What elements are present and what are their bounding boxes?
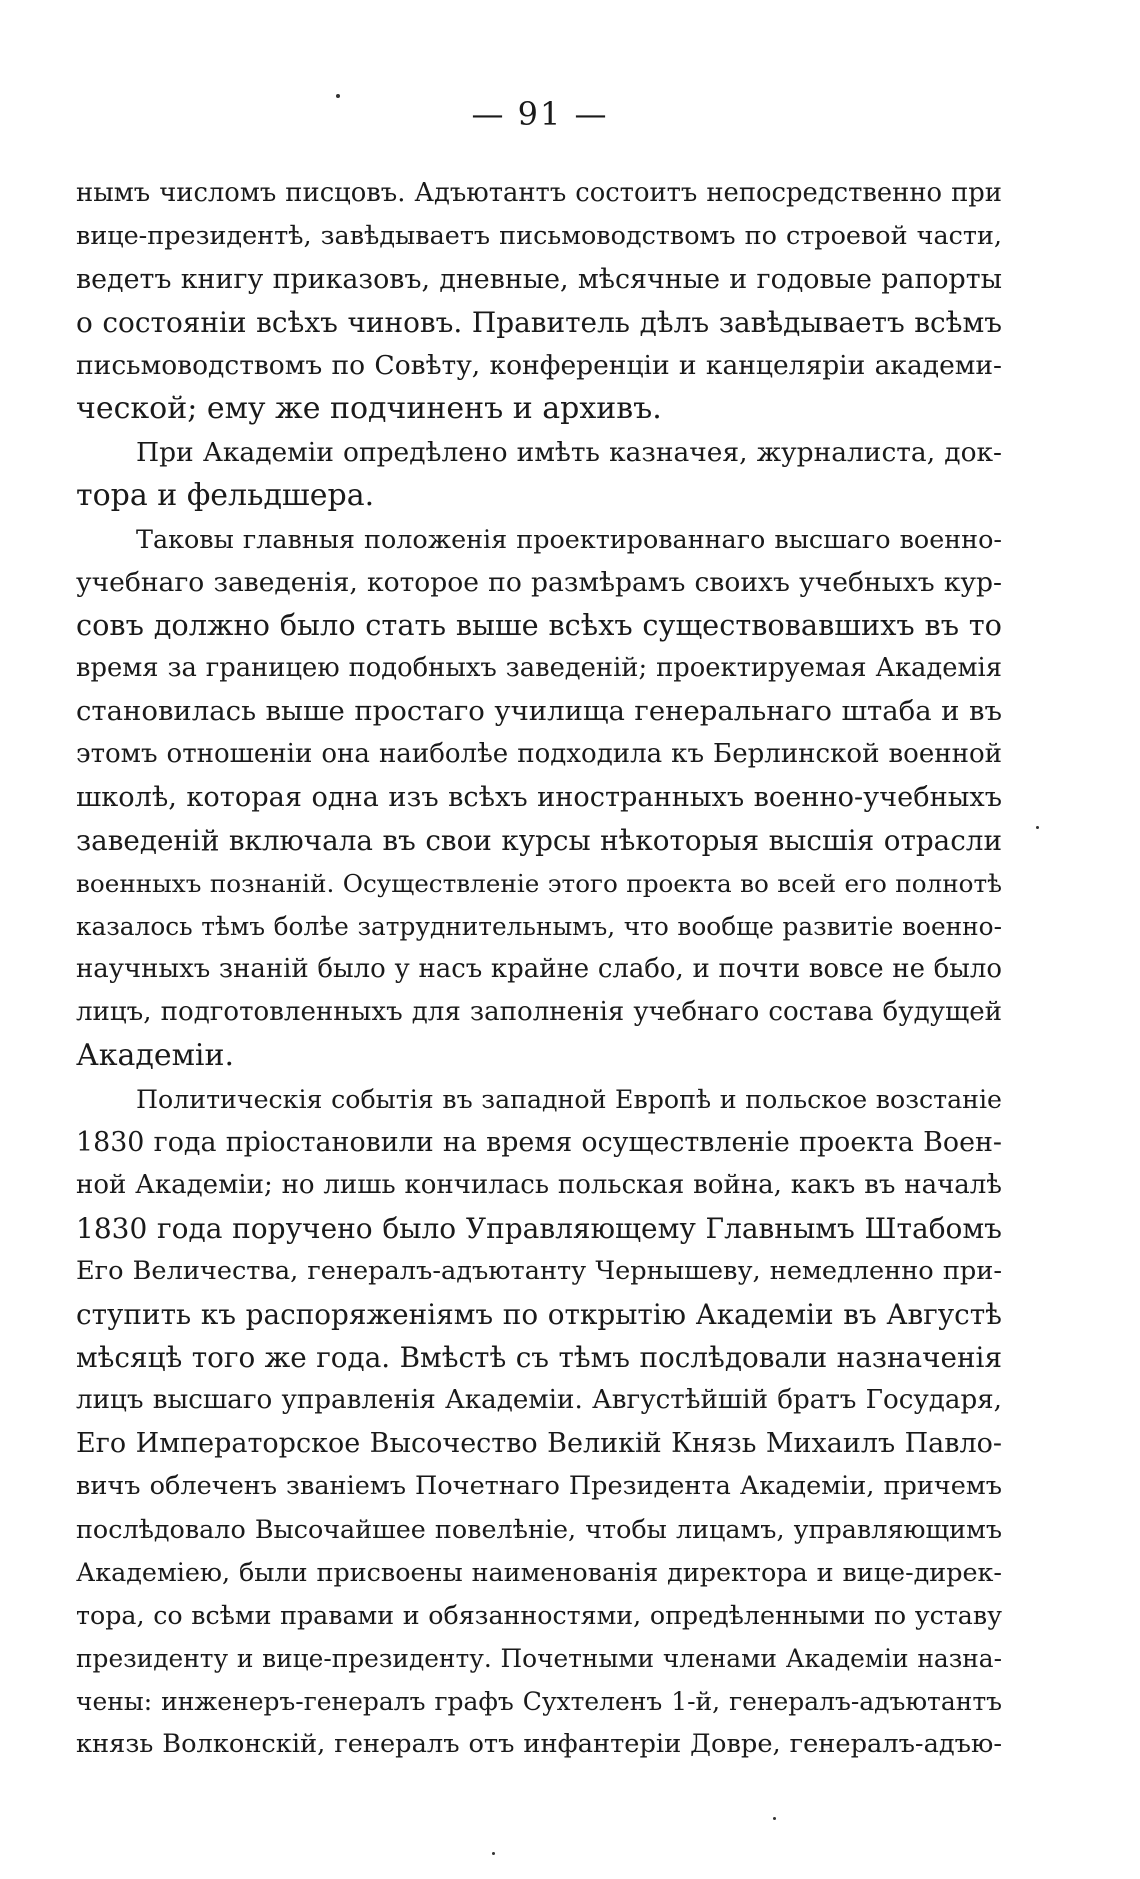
text-line: Его Императорское Высочество Великій Князь Михаилъ Павло- [76,1428,1002,1459]
paragraph [76,1078,1002,1766]
text-line: нымъ числомъ писцовъ. Адъютантъ состоитъ непосредственно при [76,178,1002,208]
text-line: президенту и вице-президенту. Почетными членами Академіи назна- [76,1644,1002,1673]
text-line: послѣдовало Высочайшее повелѣніе, чтобы лицамъ, управляющимъ [76,1514,1002,1544]
text-line: мѣсяцѣ того же года. Вмѣстѣ съ тѣмъ послѣдовали назначенія [76,1341,1002,1374]
text-line: становилась выше простаго училища генеральнаго штаба и въ [76,695,1002,727]
text-line: тора, со всѣми правами и обязанностями, опредѣленными по уставу [76,1601,1002,1630]
text-line: князь Волконскій, генералъ отъ инфантеріи Довре, генералъ-адъю- [76,1729,1002,1759]
text-line: чены: инженеръ-генералъ графъ Сухтеленъ 1-й, генералъ-адъютантъ [76,1687,1002,1716]
text-line: ступить къ распоряженіямъ по открытію Академіи въ Августѣ [76,1298,1002,1331]
text-line: ческой; ему же подчиненъ и архивъ. [76,391,662,426]
text-line: письмоводствомъ по Совѣту, конференціи и канцеляріи академи- [76,350,1002,381]
page-number: — 91 — [471,95,609,133]
text-line: лицъ, подготовленныхъ для заполненія учебнаго состава будущей [76,997,1002,1027]
print-speck [492,1852,495,1855]
text-line: ной Академіи; но лишь кончилась польская война, какъ въ началѣ [76,1170,1002,1200]
text-line: школѣ, которая одна изъ всѣхъ иностранныхъ военно-учебныхъ [76,782,1002,813]
text-line: 1830 года поручено было Управляющему Главнымъ Штабомъ [76,1212,1002,1245]
text-line: лицъ высшаго управленія Академіи. Августѣйшій братъ Государя, [76,1385,1002,1415]
print-speck [336,94,340,98]
text-line: казалось тѣмъ болѣе затруднительнымъ, что вообще развитіе военно- [76,912,1002,941]
text-line: научныхъ знаній было у насъ крайне слабо, и почти вовсе не было [76,954,1002,984]
text-line: вице-президентѣ, завѣдываетъ письмоводствомъ по строевой части, [76,221,1002,251]
text-line: вичъ облеченъ званіемъ Почетнаго Президента Академіи, причемъ [76,1471,1002,1501]
text-line: Академіею, были присвоены наименованія директора и вице-дирек- [76,1557,1002,1587]
text-line: 1830 года пріостановили на время осуществленіе проекта Воен- [76,1127,1002,1158]
text-line: этомъ отношеніи она наиболѣе подходила къ Берлинской военной [76,739,1002,769]
text-line: ведетъ книгу приказовъ, дневные, мѣсячные и годовые рапорты [76,264,1002,295]
text-line: учебнаго заведенія, которое по размѣрамъ своихъ учебныхъ кур- [76,567,1002,598]
text-line: При Академіи опредѣлено имѣть казначея, журналиста, док- [136,437,1002,468]
text-line: время за границею подобныхъ заведеній; проектируемая Академія [76,653,1002,683]
text-line: о состояніи всѣхъ чиновъ. Правитель дѣлъ завѣдываетъ всѣмъ [76,306,1002,339]
body-text [76,172,1002,1766]
text-line: Таковы главныя положенія проектированнаго высшаго военно- [136,524,1002,554]
text-line: военныхъ познаній. Осуществленіе этого проекта во всей его полнотѣ [76,869,1002,898]
text-line: Академіи. [76,1038,235,1073]
text-line: Политическія событія въ западной Европѣ и польское возстаніе [136,1085,1002,1114]
paragraph [76,431,1002,517]
print-speck [773,1817,776,1820]
paragraph [76,518,1002,1077]
paragraph [76,172,1002,430]
print-speck [1036,826,1039,829]
text-line: заведеній включала въ свои курсы нѣкоторыя высшія отрасли [76,824,1002,857]
text-line: Его Величества, генералъ-адъютанту Чернышеву, немедленно при- [76,1256,1002,1286]
text-line: тора и фельдшера. [76,478,375,513]
text-line: совъ должно было стать выше всѣхъ существовавшихъ въ то [76,608,1002,642]
